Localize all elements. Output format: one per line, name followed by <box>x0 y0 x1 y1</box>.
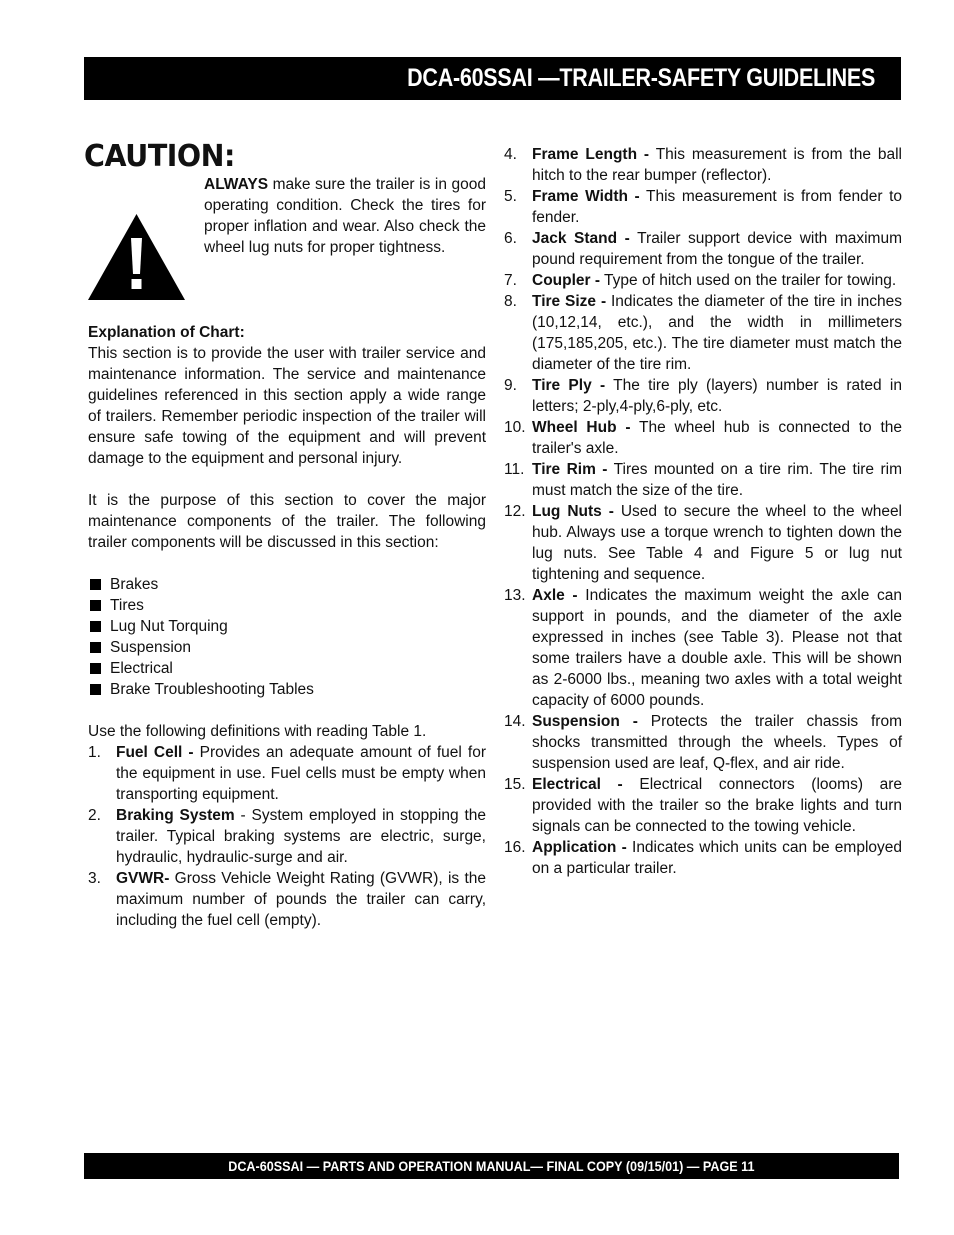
definition-body <box>116 742 486 805</box>
caution-lead: ALWAYS <box>204 176 269 193</box>
definition-text: Used to secure the wheel to the wheel hub. Always use a torque wrench to tighten down the lug nuts. See Table 4 and Figure 5 or lug nut tightening and sequence. <box>532 503 903 583</box>
definition-number: 2. <box>88 807 101 824</box>
definition-item <box>504 837 902 879</box>
definition-term: Braking System <box>116 807 235 824</box>
definition-text: This measurement is from the ball hitch to the rear bumper (reflector). <box>532 146 902 184</box>
definition-item <box>504 270 902 291</box>
definition-number: 5. <box>504 188 517 205</box>
left-column <box>84 139 486 931</box>
definition-number: 16. <box>504 839 526 856</box>
component-label: Lug Nut Torquing <box>110 618 228 635</box>
warning-triangle-icon <box>88 214 185 300</box>
definition-text: Trailer support device with maximum pound requirement from the tongue of the trailer. <box>532 230 902 268</box>
definition-item <box>504 291 902 375</box>
definition-term: Suspension - <box>532 713 638 730</box>
definition-text: The wheel hub is connected to the trailer's axle. <box>532 419 902 457</box>
caution-text <box>204 174 486 258</box>
components-list <box>88 574 486 700</box>
definition-term: Lug Nuts - <box>532 503 614 520</box>
definition-item <box>88 742 486 805</box>
definition-text: Indicates which units can be employed on a particular trailer. <box>532 839 902 877</box>
square-bullet-icon <box>90 621 101 632</box>
definition-term: Application - <box>532 839 627 856</box>
definition-item <box>504 186 902 228</box>
square-bullet-icon <box>90 663 101 674</box>
component-item <box>88 574 486 595</box>
definition-term: Frame Width - <box>532 188 640 205</box>
page-footer-text: DCA-60SSAI — PARTS AND OPERATION MANUAL— FINAL COPY (09/15/01) — PAGE 11 <box>228 1158 755 1174</box>
definition-text: Provides an adequate amount of fuel for the equipment in use. Fuel cells must be empty when transporting equipment. <box>116 744 486 803</box>
component-label: Tires <box>110 597 144 614</box>
square-bullet-icon <box>90 600 101 611</box>
definition-text: Protects the trailer chassis from shocks transmitted through the wheels. Types of suspension used are leaf, Q-flex, and air ride. <box>532 713 902 772</box>
definition-body <box>532 585 902 711</box>
definition-text: Gross Vehicle Weight Rating (GVWR), is the maximum number of pounds the trailer can carry, including the fuel cell (empty). <box>116 870 486 929</box>
definition-term: Coupler - <box>532 272 601 289</box>
definition-body <box>532 270 902 291</box>
definition-number: 7. <box>504 272 517 289</box>
definition-item <box>504 459 902 501</box>
caution-body: make sure the trailer is in good operating condition. Check the tires for proper inflation and wear. Also check the wheel lug nuts for proper tightness. <box>204 176 486 256</box>
definition-body <box>532 186 902 228</box>
definition-term: Wheel Hub - <box>532 419 631 436</box>
definition-term: GVWR- <box>116 870 170 887</box>
definition-text: Indicates the diameter of the tire in inches (10,12,14, etc.), and the width in millimeters (175,185,205, etc.). The tire diameter must match the diameter of the tire rim. <box>532 293 902 373</box>
definition-term: Frame Length - <box>532 146 650 163</box>
caution-block <box>88 174 486 322</box>
component-item <box>88 658 486 679</box>
definition-number: 13. <box>504 587 526 604</box>
page-header-bar <box>84 57 901 100</box>
component-label: Suspension <box>110 639 192 656</box>
explanation-paragraph-1: This section is to provide the user with trailer service and maintenance information. The service and maintenance guidelines referenced in this section apply a wide range of trailers. Remember periodic inspection of the trailer will ensure safe towing of the equipment and will prevent damage to the equipment and personal injury. <box>88 345 486 467</box>
definition-item <box>504 228 902 270</box>
definition-term: Jack Stand - <box>532 230 630 247</box>
definition-text: Indicates the maximum weight the axle can support in pounds, and the diameter of the axle expressed in inches (see Table 3). Please not that some trailers have a double axle. This will be shown as 2-6000 lbs., meaning two axles with a total weight capacity of 6000 pounds. <box>532 587 902 709</box>
square-bullet-icon <box>90 642 101 653</box>
component-label: Electrical <box>110 660 173 677</box>
definition-term: Tire Ply - <box>532 377 606 394</box>
definition-body <box>532 459 902 501</box>
definition-body <box>532 501 902 585</box>
square-bullet-icon <box>90 579 101 590</box>
definition-text: Type of hitch used on the trailer for towing. <box>600 272 897 289</box>
component-item <box>88 679 486 700</box>
square-bullet-icon <box>90 684 101 695</box>
component-item <box>88 595 486 616</box>
definition-number: 14. <box>504 713 526 730</box>
explanation-heading: Explanation of Chart: <box>88 324 245 341</box>
definition-body <box>532 291 902 375</box>
page-header-title: DCA-60SSAI —TRAILER-SAFETY GUIDELINES <box>407 64 875 92</box>
definition-body <box>532 711 902 774</box>
definition-item <box>504 417 902 459</box>
definition-body <box>532 774 902 837</box>
component-item <box>88 637 486 658</box>
definitions-intro: Use the following definitions with reading Table 1. <box>88 723 427 740</box>
definition-text: This measurement is from fender to fender. <box>532 188 902 226</box>
right-column <box>504 144 902 879</box>
definition-item <box>504 585 902 711</box>
definition-body <box>532 228 902 270</box>
definition-body <box>532 144 902 186</box>
definition-number: 1. <box>88 744 101 761</box>
definition-item <box>88 805 486 868</box>
component-label: Brake Troubleshooting Tables <box>110 681 314 698</box>
definition-number: 12. <box>504 503 526 520</box>
definition-number: 4. <box>504 146 517 163</box>
definition-body <box>532 417 902 459</box>
definition-body <box>532 837 902 879</box>
definition-text: Tires mounted on a tire rim. The tire rim must match the size of the tire. <box>532 461 902 499</box>
definition-number: 6. <box>504 230 517 247</box>
definition-term: Electrical - <box>532 776 623 793</box>
definition-body <box>116 805 486 868</box>
definition-term: Tire Rim - <box>532 461 608 478</box>
definition-body <box>116 868 486 931</box>
definition-number: 9. <box>504 377 517 394</box>
definition-number: 8. <box>504 293 517 310</box>
definition-item <box>504 774 902 837</box>
definition-item <box>504 144 902 186</box>
definition-term: Axle - <box>532 587 578 604</box>
definitions-list-left <box>88 742 486 931</box>
definition-number: 3. <box>88 870 101 887</box>
caution-title: CAUTION: <box>84 139 235 174</box>
definition-item <box>504 375 902 417</box>
definition-term: Tire Size - <box>532 293 607 310</box>
definition-text: - System employed in stopping the trailer. Typical braking systems are electric, surge, hydraulic, hydraulic-surge and air. <box>116 807 486 866</box>
component-item <box>88 616 486 637</box>
definition-item <box>504 501 902 585</box>
definition-text: The tire ply (layers) number is rated in letters; 2-ply,4-ply,6-ply, etc. <box>532 377 902 415</box>
definitions-list-right <box>504 144 902 879</box>
explanation-paragraph-2: It is the purpose of this section to cover the major maintenance components of the trailer. The following trailer components will be discussed in this section: <box>88 492 486 551</box>
definition-text: Electrical connectors (looms) are provided with the trailer so the brake lights and turn signals can be connected to the towing vehicle. <box>532 776 903 835</box>
definition-body <box>532 375 902 417</box>
definition-item <box>504 711 902 774</box>
definition-number: 10. <box>504 419 526 436</box>
definition-item <box>88 868 486 931</box>
definition-number: 15. <box>504 776 526 793</box>
definition-number: 11. <box>504 461 525 478</box>
definition-term: Fuel Cell - <box>116 744 194 761</box>
component-label: Brakes <box>110 576 159 593</box>
page-footer-bar <box>84 1153 899 1179</box>
